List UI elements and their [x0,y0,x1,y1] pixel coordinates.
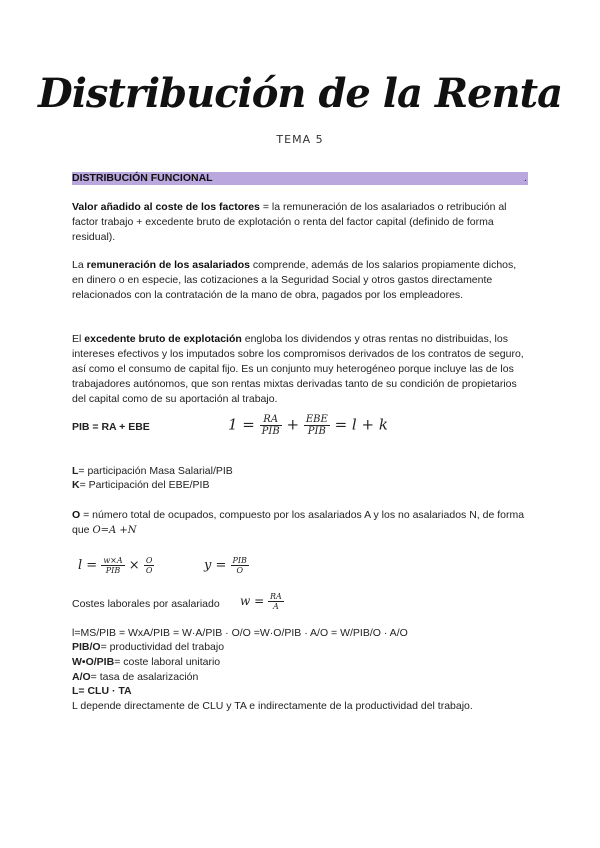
definition-k [72,478,209,492]
equation-right: = l + k [334,415,388,434]
fraction-wxa-pib [101,556,124,575]
formula-left: w = [240,594,265,608]
denominator-o: O [145,566,153,575]
definition-text: = participación Masa Salarial/PIB [78,465,233,477]
paragraph-text: = la remuneración de los asalariados o retribución al factor trabajo + excedente bruto de explotación o renta del factor capital (definido de forma residual). [72,201,507,243]
numerator-wxa: w×A [103,556,123,565]
numerator-pib: PIB [232,556,247,565]
denominator-o: O [236,566,243,575]
pib-identity-label: PIB = RA + EBE [72,421,150,433]
main-equation [228,414,388,437]
section-title: DISTRIBUCIÓN FUNCIONAL [72,172,213,184]
term-valor-anadido: Valor añadido al coste de los factores [72,201,260,213]
labor-share-formula [78,556,154,575]
paragraph-valor-anadido [72,200,530,245]
document-subtitle: TEMA 5 [276,133,324,146]
numerator-ebe: EBE [305,414,328,425]
denominator-pib: PIB [105,566,121,575]
symbol-o: O [72,509,81,521]
definition-text: = Participación del EBE/PIB [79,479,210,491]
denominator-a: A [272,602,279,611]
paragraph-remuneracion [72,258,530,303]
derivation-line: l=MS/PIB = WxA/PIB = W·A/PIB · O/O =W·O/PIB · A/O = W/PIB/O · A/O [72,627,408,639]
definition-l [72,464,233,478]
denominator-pib: PIB [261,426,280,437]
definition-text: = productividad del trabajo [100,641,225,653]
paragraph-prefix: La [72,259,87,271]
definition-o [72,508,530,538]
document-title: Distribución de la Renta [38,70,562,117]
symbol-w-o-pib: W•O/PIB [72,656,115,668]
conclusion-line: L depende directamente de CLU y TA e indirectamente de la productividad del trabajo. [72,700,473,712]
productivity-formula [204,556,249,575]
definition-text: = tasa de asalarización [90,671,199,683]
equation-left: 1 = [228,415,255,434]
term-excedente: excedente bruto de explotación [84,333,242,345]
costes-laborales-label: Costes laborales por asalariado [72,598,220,610]
plus-sign: + [286,415,300,434]
definition-text: = coste laboral unitario [114,656,221,668]
fraction-ra-pib [260,414,282,437]
symbol-k: K [72,479,80,491]
numerator-ra: RA [260,414,282,426]
symbol-a-o: A/O [72,671,91,683]
section-trailing-dot: . [524,173,527,184]
numerator-o: O [145,556,153,565]
ta-definition [72,670,198,684]
fraction-ra-a [268,592,284,611]
definition-text: = número total de ocupados, compuesto por los asalariados A y los no asalariados N, de forma que [72,509,525,536]
formula-left: l = [78,558,98,573]
fraction-ebe-pib [304,414,330,437]
formula-o: O=A +N [92,525,137,536]
fraction-pib-o [231,556,249,575]
clu-definition [72,655,220,669]
denominator-pib: PIB [307,426,326,437]
symbol-pib-o: PIB/O [72,641,101,653]
paragraph-text: comprende, además de los salarios propiamente dichos, en dinero o en especie, las cotizaciones a la Seguridad Social y otros gastos directamente relacionados con la contratación de la mano de obra, pagados por los empleadores. [72,259,517,301]
paragraph-prefix: El [72,333,85,345]
productivity-definition [72,640,224,654]
paragraph-text: engloba los dividendos y otras rentas no distribuidas, los intereses efectivos y los imputados sobre los compromisos derivados de los contratos de seguro, así como el consumo de capital fijo. Es un conjunto muy heterogéneo porque incluye las de los trabajadores autónomos, que son rentas mixtas derivadas tanto de su condición de propietarios del capital como de su aportación al trabajo. [72,333,524,405]
times-sign: × [128,558,140,573]
l-clu-ta-identity: L= CLU · TA [72,685,132,697]
paragraph-excedente [72,332,530,407]
wage-formula [240,592,284,611]
fraction-o-o [144,556,155,575]
symbol-l: L [72,465,79,477]
numerator-ra: RA [269,592,282,601]
formula-left: y = [204,558,227,573]
term-remuneracion: remuneración de los asalariados [86,259,251,271]
